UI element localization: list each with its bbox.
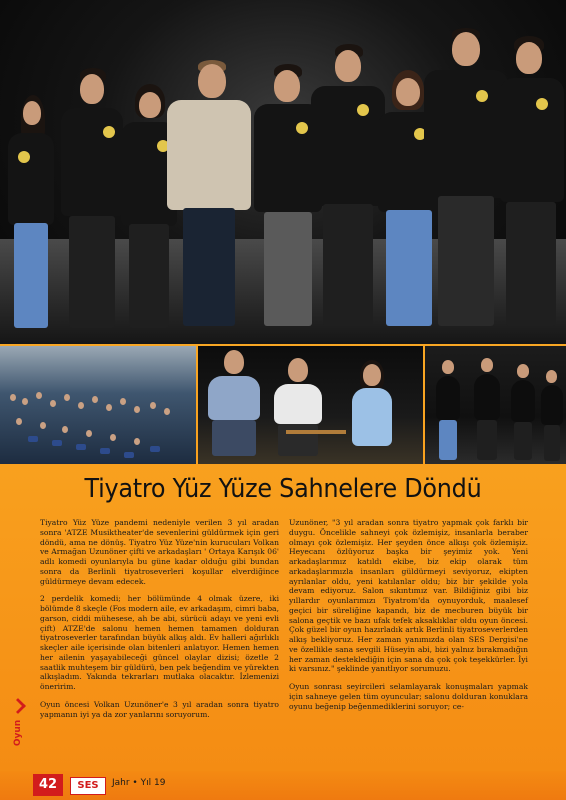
interview-photo [198,346,423,464]
article-column-right [289,518,528,719]
section-tab [10,698,26,754]
bow-photo [425,346,566,464]
cast-member [2,95,60,335]
cast-group-photo [0,0,566,344]
article-column-left [40,518,279,727]
paragraph: Tiyatro Yüz Yüze pandemi nedeniyle verilen 3 yıl aradan sonra 'ATZE Musiktheater'de sevenlerini güldürmek için geri döndü, ama ne dönüş. Tiyatro Yüz Yüze'nin kurucuları Volkan ve Armağan Uzunöner çifti ve arkadaşları ' Ortaya Karışık 06' adlı komedi oyunlarıyla bu güne kadar olduğu gibi bundan sonra da Berlinli tiyatroseverleri koşullar elverdiğince güldürmeye devam edecek. [40,518,279,586]
paragraph: Oyun sonrası seyircileri selamlayarak konuşmaları yapmak için sahneye gelen tüm oyuncular; salonu dolduran konuklara oyunu beğenip beğenmediklerini soruyor; ce- [289,682,528,711]
section-label: Oyun [13,719,23,747]
page-number: 42 [33,774,63,796]
photo-strip [0,346,566,464]
cast-member [165,60,255,332]
paragraph: 2 perdelik komedi; her bölümünde 4 olmak üzere, iki bölümde 8 skeçle (Fos modern aile, ev arkadaşım, cimri baba, garson, ciddi mühesese, ah be abi, sürücü adayı ve yeni evli çift) ATZE'de salonu hemen hemen tamamen dolduran tiyatroseverler tarafından büyük alkış aldı. Ev halleri ağırlıklı skeçler aile içerisinde olan bitenleri anlatıyor. Hemen hemen her ailenin yaşayabileceği güncel olaylar dizisi; özetle 2 saatlik muhteşem bir güldürü, ben pek beğendim ve yürekten alkışladım. Yakında tekrarları mutlaka olacaktır. İzlemenizi öneririm. [40,594,279,691]
paragraph: Uzunöner, "3 yıl aradan sonra tiyatro yapmak çok farklı bir duygu. Öncelikle sahneyi çok özlemişiz, insanlarla beraber olmayı çok özlemişiz. Her şeyden önce alkışı çok özlemişiz. Heyecanı özlüyoruz başka bir şeyimiz yok. Yeni arkadaşlarımız katıldı ekibe, biz ekip olarak tüm arkadaşlarımızla insanları güldürmeyi seviyoruz, ekipten ayrılanlar oldu, yeni katılanlar oldu; biz bir şekilde yola devam ediyoruz. Salon sıkıntımız var. Bildiğiniz gibi biz yıllardır oyunlarımızı Tiyatrom'da oynuyorduk, maalesef geçici bir süreliğine kapandı, biz de mecburen büyük bir salona geçtik ve bazı ufak tefek aksaklıklar oldu oyun öncesi. Çok güzel bir oyun hazırladık artık Berlinli tiyatroseverlerden alkış bekliyoruz. Her zaman yanımızda olan SES Dergisi'ne ve özellikle sana sevgili Hüseyin abi, bizi yalnız bırakmadığın her zaman desteklediğin için sana da çok çok teşekkürler. İyi ki varsınız." şeklinde yanıtlıyor sorumuzu. [289,518,528,674]
paragraph: Oyun öncesi Volkan Uzunöner'e 3 yıl aradan sonra tiyatro yapmanın iyi ya da zor yanlarını soruyorum. [40,699,279,719]
page-footer [0,771,566,800]
magazine-logo: SES [70,777,106,795]
cast-member [498,36,566,332]
issue-info: Jahr • Yıl 19 [112,778,166,788]
article-headline: Tiyatro Yüz Yüze Sahnelere Döndü [84,474,482,504]
audience-photo [0,346,196,464]
